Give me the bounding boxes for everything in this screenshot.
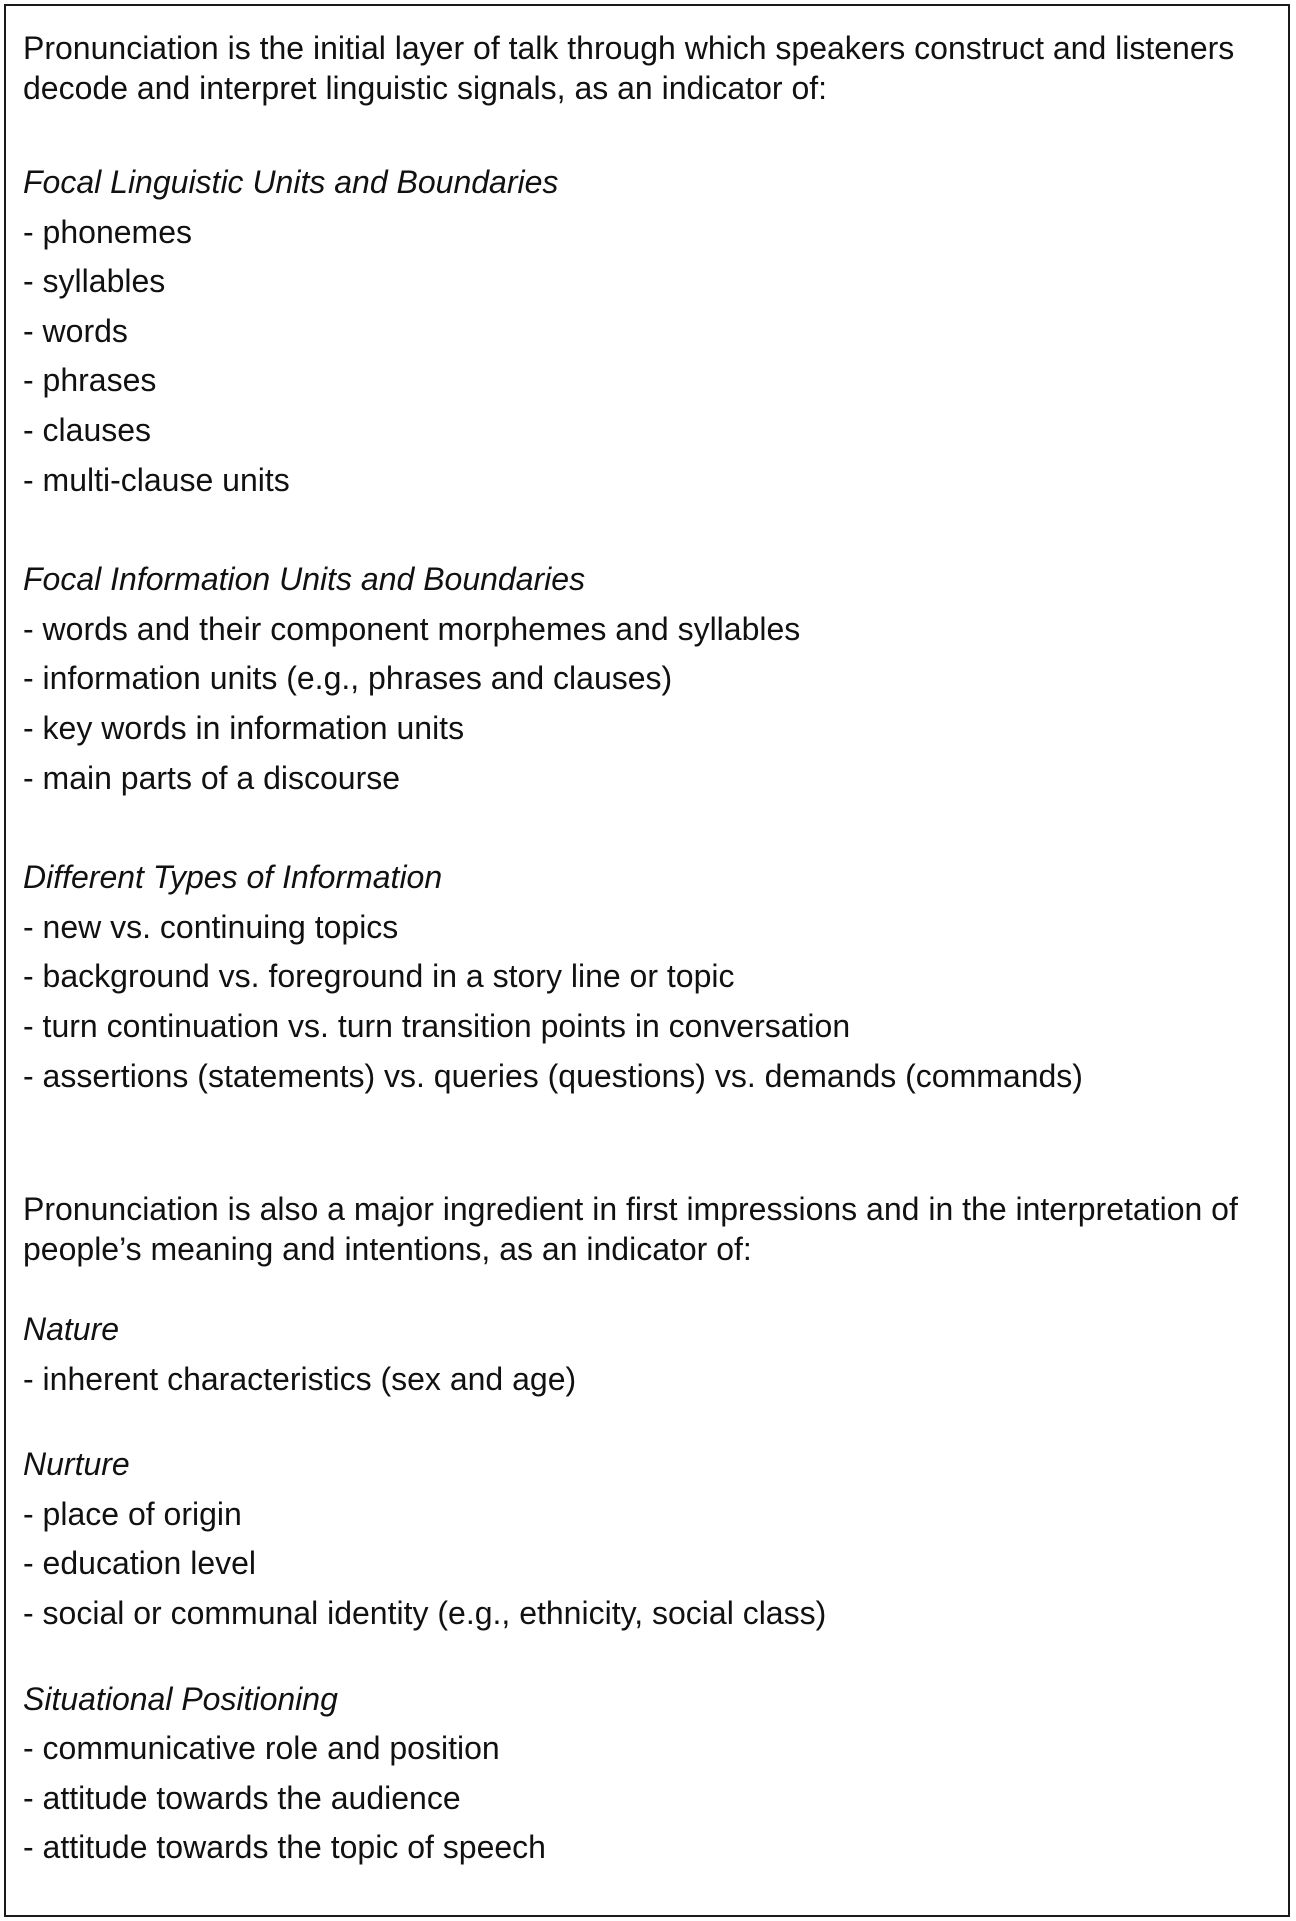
- section-heading: Nature: [23, 1311, 120, 1348]
- list-item: - new vs. continuing topics: [23, 908, 399, 945]
- list-item: - attitude towards the audience: [23, 1779, 461, 1816]
- intro-paragraph-2: Pronunciation is also a major ingredient in first impressions and in the interpretation of people’s meaning and intentions, as an indicator of:: [23, 1191, 1238, 1268]
- list-item: - words: [23, 312, 128, 349]
- list-item: - words and their component morphemes and syllables: [23, 610, 801, 647]
- list-item: - phonemes: [23, 213, 192, 250]
- section-focal-linguistic-units: [23, 158, 1273, 505]
- intro-paragraph-1: Pronunciation is the initial layer of talk through which speakers construct and listeners decode and interpret linguistic signals, as an indicator of:: [23, 30, 1235, 106]
- list-item: - multi-clause units: [23, 461, 290, 498]
- list-item: - information units (e.g., phrases and clauses): [23, 660, 673, 697]
- list-item: - clauses: [23, 411, 152, 448]
- list-item: - turn continuation vs. turn transition points in conversation: [23, 1007, 851, 1044]
- list-item: - background vs. foreground in a story line or topic: [23, 958, 735, 995]
- section-heading: Situational Positioning: [23, 1680, 338, 1717]
- list-item: - education level: [23, 1545, 257, 1582]
- list-item: - communicative role and position: [23, 1730, 500, 1767]
- list-item: - social or communal identity (e.g., ethnicity, social class): [23, 1595, 827, 1632]
- section-focal-information-units: [23, 555, 1273, 803]
- list-item: - key words in information units: [23, 709, 465, 746]
- section-different-types-of-information: [23, 853, 1273, 1101]
- list-item: - attitude towards the topic of speech: [23, 1829, 546, 1866]
- document-content: [23, 24, 1273, 1873]
- section-heading: Focal Linguistic Units and Boundaries: [23, 164, 559, 200]
- section-nature: [23, 1305, 1273, 1404]
- list-item: - assertions (statements) vs. queries (questions) vs. demands (commands): [23, 1057, 1083, 1094]
- section-nurture: [23, 1440, 1273, 1638]
- list-item: - place of origin: [23, 1495, 242, 1532]
- list-item: - main parts of a discourse: [23, 759, 401, 796]
- list-item: - phrases: [23, 362, 157, 399]
- section-heading: Nurture: [23, 1446, 130, 1483]
- section-situational-positioning: [23, 1675, 1273, 1873]
- list-item: - inherent characteristics (sex and age): [23, 1360, 577, 1397]
- section-heading: Different Types of Information: [23, 859, 443, 896]
- list-item: - syllables: [23, 263, 166, 300]
- section-heading: Focal Information Units and Boundaries: [23, 561, 586, 598]
